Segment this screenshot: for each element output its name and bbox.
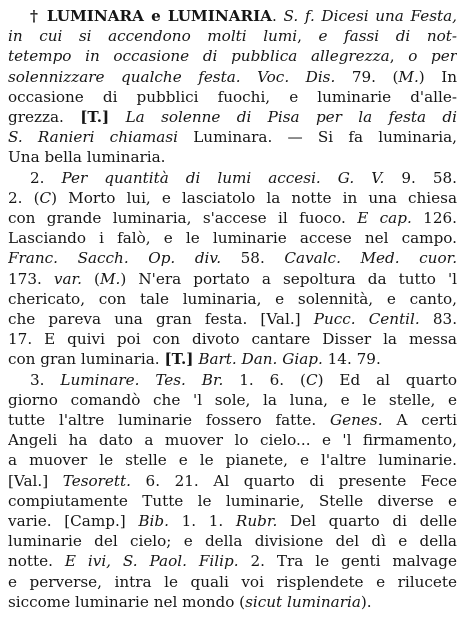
entry-line (8, 67, 457, 87)
italic-run: C (39, 188, 52, 207)
text-run: 83. (419, 310, 457, 329)
text-run (109, 108, 125, 126)
entry-line (8, 188, 457, 208)
italic-run: Per quantità di lumi accesi. G. V. (61, 168, 385, 187)
text-run: ) Morto lui, e lasciatolo la notte in una chiesa (51, 188, 457, 207)
entry-line (8, 592, 457, 612)
italic-run: Rubr. (235, 512, 278, 531)
bold-run: [T.] (80, 108, 110, 127)
entry-line (8, 147, 457, 167)
text-run: occasione di pubblici fuochi, e luminarie d'alle- (8, 87, 457, 106)
entry-line (8, 228, 457, 248)
bold-run: [T.] (164, 350, 194, 369)
text-run: 1. 6. ( (223, 370, 306, 389)
text-run: luminarie del cielo; e della divisione del dì e della (8, 532, 457, 551)
italic-run: S. f. Dicesi una Festa, (283, 7, 457, 25)
text-run: Lasciando i falò, e le luminarie accese nel campo. (8, 229, 457, 248)
text-run: 58. (221, 249, 285, 268)
text-run: 79. ( (335, 67, 399, 86)
entry-line (8, 87, 457, 107)
text-run: 173. (8, 269, 54, 288)
text-run: 2. Tra le genti malvage (238, 552, 457, 571)
entry-line (8, 349, 457, 369)
italic-run: La solenne di Pisa per la festa di (125, 108, 457, 127)
entry-line (8, 572, 457, 592)
italic-run: Franc. Sacch. Op. div. (8, 249, 222, 268)
text-run: chericato, con tale luminaria, e solennità, e canto, (8, 289, 457, 308)
text-run: siccome luminarie nel mondo ( (8, 592, 246, 611)
entry-line (8, 471, 457, 491)
italic-run: E ivi, S. Paol. Filip. (64, 552, 239, 571)
text-run: . (272, 7, 284, 25)
entry-line (8, 491, 457, 511)
entry-line (8, 329, 457, 349)
entry-line (8, 289, 457, 309)
text-run: 3. (30, 370, 61, 389)
italic-run: Cavalc. Med. cuor. (284, 249, 457, 268)
text-run: ) Ed al quarto (317, 370, 457, 389)
entry-line (8, 26, 457, 46)
text-run: a muover le stelle e le pianete, e l'altre luminarie. (8, 451, 457, 470)
text-run: varie. [Camp.] (8, 512, 139, 531)
text-run: , (389, 47, 409, 66)
entry-line (8, 269, 457, 289)
text-run: 2. (30, 168, 62, 187)
text-run: ) In (418, 67, 457, 86)
entry-line (8, 309, 457, 329)
italic-run: Tesorett. (62, 471, 131, 490)
entry-line (8, 390, 457, 410)
entry-line (8, 127, 457, 147)
text-run: tutte l'altre luminarie fossero fatte. (8, 411, 331, 430)
italic-run: in cui si accendono molti lumi (8, 27, 298, 46)
text-run: 17. E quivi poi con divoto cantare Disser la messa (8, 330, 457, 349)
italic-run: C (305, 370, 318, 389)
text-run: 1. 1. (168, 512, 236, 531)
entry-line (8, 46, 457, 66)
entry-line (8, 531, 457, 551)
italic-run: M. (99, 269, 121, 288)
text-run: Del quarto di delle (277, 512, 457, 531)
italic-run: Luminare. Tes. Br. (60, 370, 224, 389)
text-run: A certi (382, 411, 457, 430)
italic-run: o per (408, 47, 457, 66)
entry-line (8, 107, 457, 127)
text-run: 2. ( (8, 188, 40, 207)
text-run: ) N'era portato a sepoltura da tutto 'l (120, 269, 457, 288)
italic-run: S. Ranieri chiamasi (8, 128, 178, 147)
entry-line (8, 410, 457, 430)
entry-line (8, 168, 457, 188)
text-run: compiutamente Tutte le luminarie, Stelle diverse e (8, 491, 457, 510)
italic-run: solennizzare qualche festa. Voc. Dis. (8, 67, 336, 86)
text-run: Angeli ha dato a muover lo cielo... e 'l firmamento, (8, 431, 457, 450)
entry-line (8, 430, 457, 450)
entry-line (8, 450, 457, 470)
italic-run: Genes. (330, 411, 383, 430)
italic-run: tetempo in occasione di pubblica allegrezza (8, 47, 390, 66)
italic-run: sicut luminaria (245, 592, 361, 611)
text-run: 9. 58. (384, 168, 457, 187)
entry-line (8, 551, 457, 571)
text-run: ). (360, 592, 372, 611)
entry-line (8, 370, 457, 390)
text-run: [Val.] (8, 471, 63, 490)
text-run: 6. 21. Al quarto di presente Fece (130, 471, 457, 490)
italic-run: E cap. (357, 209, 412, 228)
entry-line (8, 248, 457, 268)
text-run: 126. (411, 209, 457, 228)
text-run: ( (81, 269, 100, 288)
italic-run: var. (53, 269, 82, 288)
italic-run: M. (398, 67, 419, 86)
entry-line (8, 208, 457, 228)
headword: † LUMINARA e LUMINARIA (30, 7, 273, 25)
text-run: Una bella luminaria. (8, 148, 166, 167)
text-run: 14. 79. (322, 350, 381, 369)
entry-line (8, 511, 457, 531)
text-run: giorno comandò che 'l sole, la luna, e le stelle, e (8, 390, 457, 409)
text-run: notte. (8, 552, 65, 571)
text-run: e perverse, intra le quali voi risplendete e rilucete (8, 572, 457, 591)
entry-line (8, 6, 457, 26)
italic-run: Pucc. Centil. (313, 310, 420, 329)
text-run: con gran luminaria. (8, 350, 165, 369)
italic-run: e fassi di not- (318, 27, 457, 46)
text-run: grezza. (8, 108, 81, 127)
text-run: , (297, 27, 319, 46)
text-run: con grande luminaria, s'accese il fuoco. (8, 209, 358, 228)
italic-run: Bart. Dan. Giap. (198, 350, 323, 369)
text-run: che pareva una gran festa. [Val.] (8, 310, 314, 329)
italic-run: Bib. (138, 512, 169, 531)
text-run: Luminara. — Si fa luminaria, (178, 128, 457, 147)
